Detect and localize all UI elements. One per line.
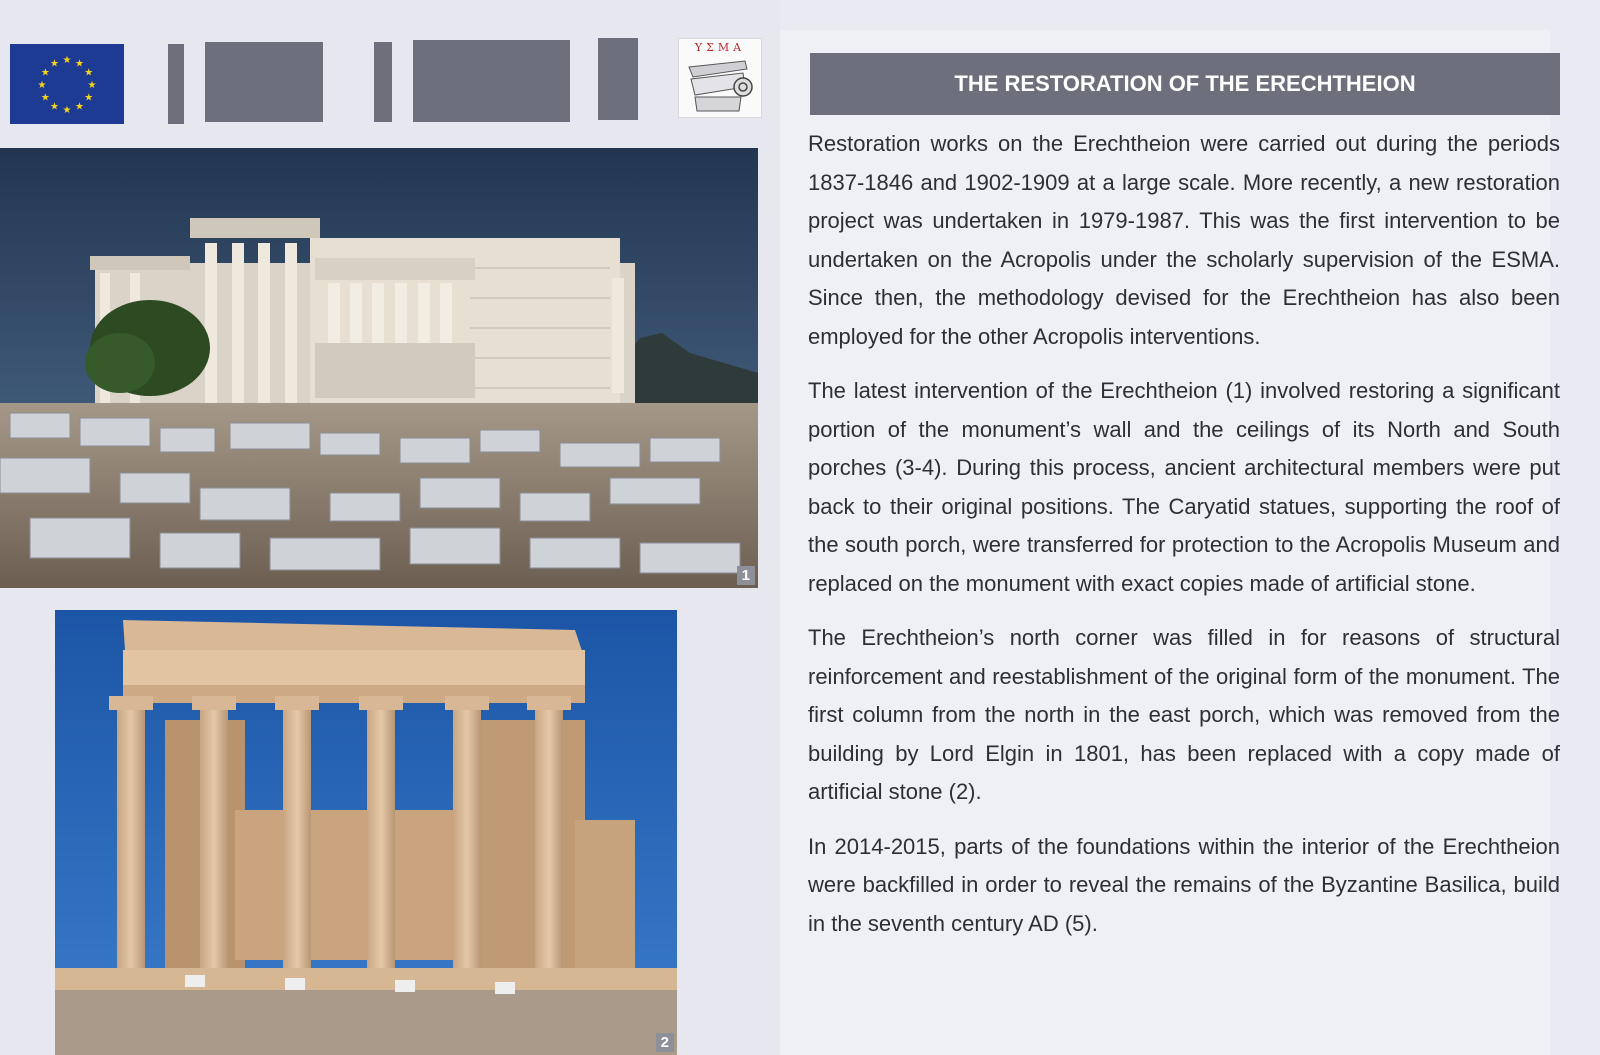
sponsor-bar [413, 40, 570, 122]
sponsor-bar [374, 42, 392, 122]
article-title: THE RESTORATION OF THE ERECHTHEION [810, 53, 1560, 115]
eu-star-icon: ★ [62, 105, 72, 116]
logo-text: ΥΣΜΑ [694, 41, 746, 54]
photo-erechtheion-east-porch [55, 610, 677, 1055]
eu-star-icon: ★ [84, 67, 94, 79]
eu-flag-icon [10, 44, 124, 124]
paragraph: In 2014-2015, parts of the foundations within the interior of the Erechtheion were backfilled in order to reveal the remains of the Byzantine Basilica, build in the seventh century AD (5). [808, 833, 1560, 936]
sponsor-bar [205, 42, 323, 122]
esma-logo [678, 38, 762, 118]
eu-star-icon: ★ [37, 80, 47, 91]
paragraph: Restoration works on the Erechtheion were carried out during the periods 1837-1846 and 1902-1909 at a large scale. More recently, a new restoration project was undertaken in 1979-1987. This was the first intervention to be undertaken on the Acropolis under the scholarly supervision of the ESMA. Since then, the methodology devised for the Erechtheion has also been employed for the other Acropolis interventions. [808, 131, 1560, 349]
ancient-capital-icon [685, 57, 757, 115]
paragraph: The latest intervention of the Erechtheion (1) involved restoring a significant portion of the monument’s wall and the ceilings of its North and South porches (3-4). During this process, ancient architectural members were put back to their original positions. The Caryatid statues, supporting the roof of the south porch, were transferred for protection to the Acropolis Museum and replaced on the monument with exact copies made of artificial stone. [808, 378, 1560, 596]
eu-star-icon: ★ [84, 92, 94, 104]
eu-star-icon: ★ [50, 58, 59, 70]
eu-star-icon: ★ [62, 55, 72, 66]
eu-star-icon: ★ [50, 101, 59, 113]
eu-star-icon: ★ [40, 92, 50, 104]
eu-star-icon: ★ [75, 58, 84, 70]
eu-star-icon: ★ [40, 67, 50, 79]
sponsor-bar [598, 38, 638, 120]
paragraph: The Erechtheion’s north corner was filled in for reasons of structural reinforcement and reestablishment of the original form of the monument. The first column from the north in the east porch, which was removed from the building by Lord Elgin in 1801, has been replaced with a copy made of artificial stone (2). [808, 625, 1560, 804]
eu-star-icon: ★ [75, 101, 84, 113]
sponsor-bar [168, 44, 184, 124]
photo-number-label: 1 [737, 566, 755, 585]
photo-number-label: 2 [656, 1033, 674, 1052]
eu-star-icon: ★ [87, 80, 97, 91]
article-body [808, 125, 1560, 959]
photo-erechtheion-southwest [0, 148, 758, 588]
